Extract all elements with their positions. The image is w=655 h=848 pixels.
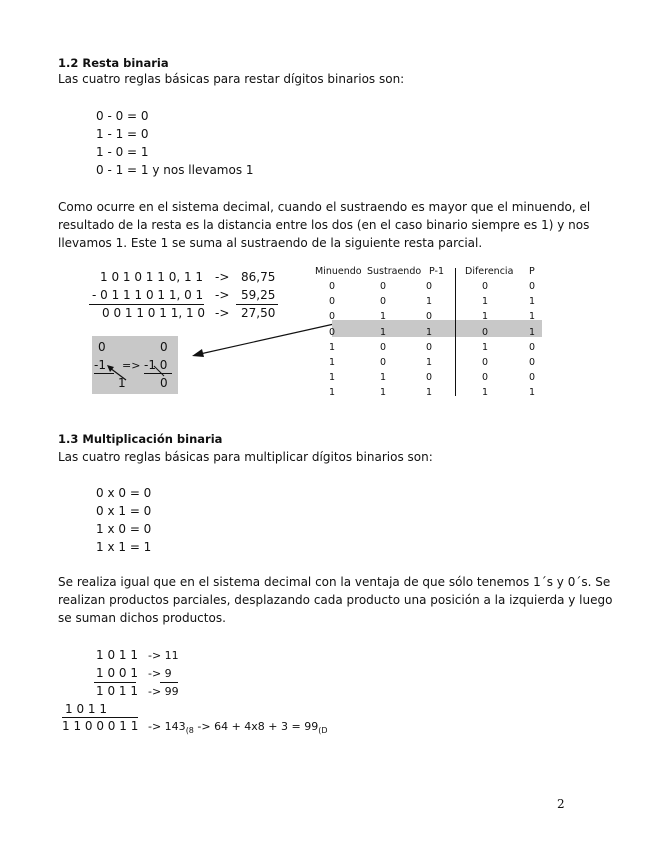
table-cell: 1 <box>328 341 336 353</box>
mult-intro: Las cuatro reglas básicas para multiplicar dígitos binarios son: <box>58 450 433 464</box>
table-cell: 0 <box>328 296 336 308</box>
table-divider <box>455 268 456 396</box>
borrow-example-box <box>92 336 178 394</box>
table-cell: 0 <box>425 372 433 384</box>
mult-row-2-note: -> 9 <box>148 667 172 680</box>
sub-arrow-3: -> <box>215 306 230 320</box>
section-title-mult: 1.3 Multiplicación binaria <box>58 432 223 446</box>
table-header-p1: P-1 <box>429 266 444 277</box>
table-cell: 1 <box>379 311 387 323</box>
table-cell: 1 <box>328 387 336 399</box>
mult-result-base-a: (8 <box>185 726 194 735</box>
table-cell: 1 <box>379 387 387 399</box>
sub-result-line-decimal <box>236 304 278 305</box>
table-cell: 1 <box>328 357 336 368</box>
mult-line-1 <box>94 682 136 683</box>
mult-row-1-note: -> 11 <box>148 649 179 662</box>
resta-truth-table <box>310 262 550 402</box>
sub-minuend-binary: 1 0 1 0 1 1 0, 1 1 <box>100 270 204 284</box>
mult-line-2 <box>62 717 138 718</box>
borrow-mid-right: -1 0 <box>144 358 168 372</box>
table-cell: 1 <box>528 296 536 308</box>
table-cell: 1 <box>528 311 536 323</box>
table-cell: 0 <box>481 281 489 292</box>
resta-para-line-3: llevamos 1. Este 1 se suma al sustraendo de la siguiente resta parcial. <box>58 236 483 250</box>
mult-rule-4: 1 x 1 = 1 <box>96 540 152 554</box>
resta-intro: Las cuatro reglas básicas para restar dígitos binarios son: <box>58 72 405 86</box>
borrow-arrow-icon <box>104 364 130 382</box>
mult-result-value: -> 143 <box>148 720 186 733</box>
mult-rule-3: 1 x 0 = 0 <box>96 522 152 536</box>
sub-result-decimal: 27,50 <box>241 306 276 320</box>
table-header-minuendo: Minuendo <box>315 266 362 277</box>
borrow-top-right: 0 <box>160 340 168 354</box>
resta-rule-1: 0 - 0 = 0 <box>96 109 149 123</box>
resta-rule-2: 1 - 1 = 0 <box>96 127 149 141</box>
table-cell: 0 <box>528 357 536 368</box>
sub-subtrahend-decimal: 59,25 <box>241 288 276 302</box>
table-cell: 0 <box>379 281 387 292</box>
table-cell: 1 <box>379 372 387 384</box>
mult-line-note <box>160 682 178 683</box>
highlighted-row-bg <box>332 320 542 337</box>
table-cell: 0 <box>425 341 433 353</box>
borrow-mid-left: -1 <box>94 358 106 372</box>
resta-rule-3: 1 - 0 = 1 <box>96 145 149 159</box>
mult-para-line-3: se suman dichos productos. <box>58 611 226 625</box>
table-cell: 1 <box>481 311 489 323</box>
table-cell: 0 <box>379 341 387 353</box>
table-cell: 0 <box>481 326 489 338</box>
mult-result-note <box>148 720 328 733</box>
mult-para-line-2: realizan productos parciales, desplazando cada producto una posición a la izquierda y luego <box>58 593 613 607</box>
table-cell: 1 <box>379 326 387 338</box>
mult-rule-2: 0 x 1 = 0 <box>96 504 152 518</box>
table-cell: 0 <box>481 372 489 384</box>
sub-arrow-2: -> <box>215 288 230 302</box>
table-cell: 1 <box>425 326 433 338</box>
mult-row-4: 1 0 1 1 <box>65 702 107 716</box>
table-cell: 1 <box>528 387 536 399</box>
table-cell: 0 <box>379 357 387 368</box>
table-header-p: P <box>529 266 535 277</box>
table-cell: 0 <box>481 357 489 368</box>
table-header-sustraendo: Sustraendo <box>367 266 422 277</box>
page-number: 2 <box>557 797 565 811</box>
resta-rule-4: 0 - 1 = 1 y nos llevamos 1 <box>96 163 254 177</box>
table-cell: 0 <box>379 296 387 308</box>
table-cell: 0 <box>328 311 336 323</box>
table-cell: 0 <box>528 281 536 292</box>
table-cell: 0 <box>528 341 536 353</box>
table-cell: 1 <box>328 372 336 384</box>
mult-row-2: 1 0 0 1 <box>96 666 138 680</box>
mult-result: 1 1 0 0 0 1 1 <box>62 719 139 733</box>
table-cell: 0 <box>528 372 536 384</box>
sub-arrow-1: -> <box>215 270 230 284</box>
table-cell: 1 <box>425 296 433 308</box>
section-title-resta: 1.2 Resta binaria <box>58 56 169 70</box>
mult-row-3-note: -> 99 <box>148 685 179 698</box>
table-cell: 1 <box>481 387 489 399</box>
mult-result-base-b: (D <box>318 726 328 735</box>
sub-result-line-binary <box>89 304 204 305</box>
mult-rule-1: 0 x 0 = 0 <box>96 486 152 500</box>
table-cell: 1 <box>481 296 489 308</box>
table-header-diferencia: Diferencia <box>465 266 514 277</box>
mult-row-3: 1 0 1 1 <box>96 684 138 698</box>
mult-row-1: 1 0 1 1 <box>96 648 138 662</box>
borrow-bottom-right: 0 <box>160 376 168 390</box>
table-cell: 1 <box>481 341 489 353</box>
mult-result-expansion: -> 64 + 4x8 + 3 = 99 <box>193 720 319 733</box>
borrow-top-left: 0 <box>98 340 106 354</box>
borrow-bottom-left: 1 <box>118 376 126 390</box>
sub-result-binary: 0 0 1 1 0 1 1, 1 0 <box>102 306 206 320</box>
table-cell: 0 <box>425 311 433 323</box>
mult-para-line-1: Se realiza igual que en el sistema decimal con la ventaja de que sólo tenemos 1´s y 0´s. Se <box>58 575 611 589</box>
resta-para-line-2: resultado de la resta es la distancia entre los dos (en el caso binario siempre es 1) y nos <box>58 218 590 232</box>
table-cell: 0 <box>328 281 336 292</box>
sub-minuend-decimal: 86,75 <box>241 270 276 284</box>
table-cell: 0 <box>425 281 433 292</box>
sub-subtrahend-binary: - 0 1 1 1 0 1 1, 0 1 <box>92 288 204 302</box>
table-cell: 1 <box>425 387 433 399</box>
table-cell: 1 <box>425 357 433 368</box>
table-cell: 1 <box>528 326 536 338</box>
resta-para-line-1: Como ocurre en el sistema decimal, cuando el sustraendo es mayor que el minuendo, el <box>58 200 591 214</box>
borrow-implies: => <box>122 359 141 372</box>
table-cell: 0 <box>328 326 336 338</box>
